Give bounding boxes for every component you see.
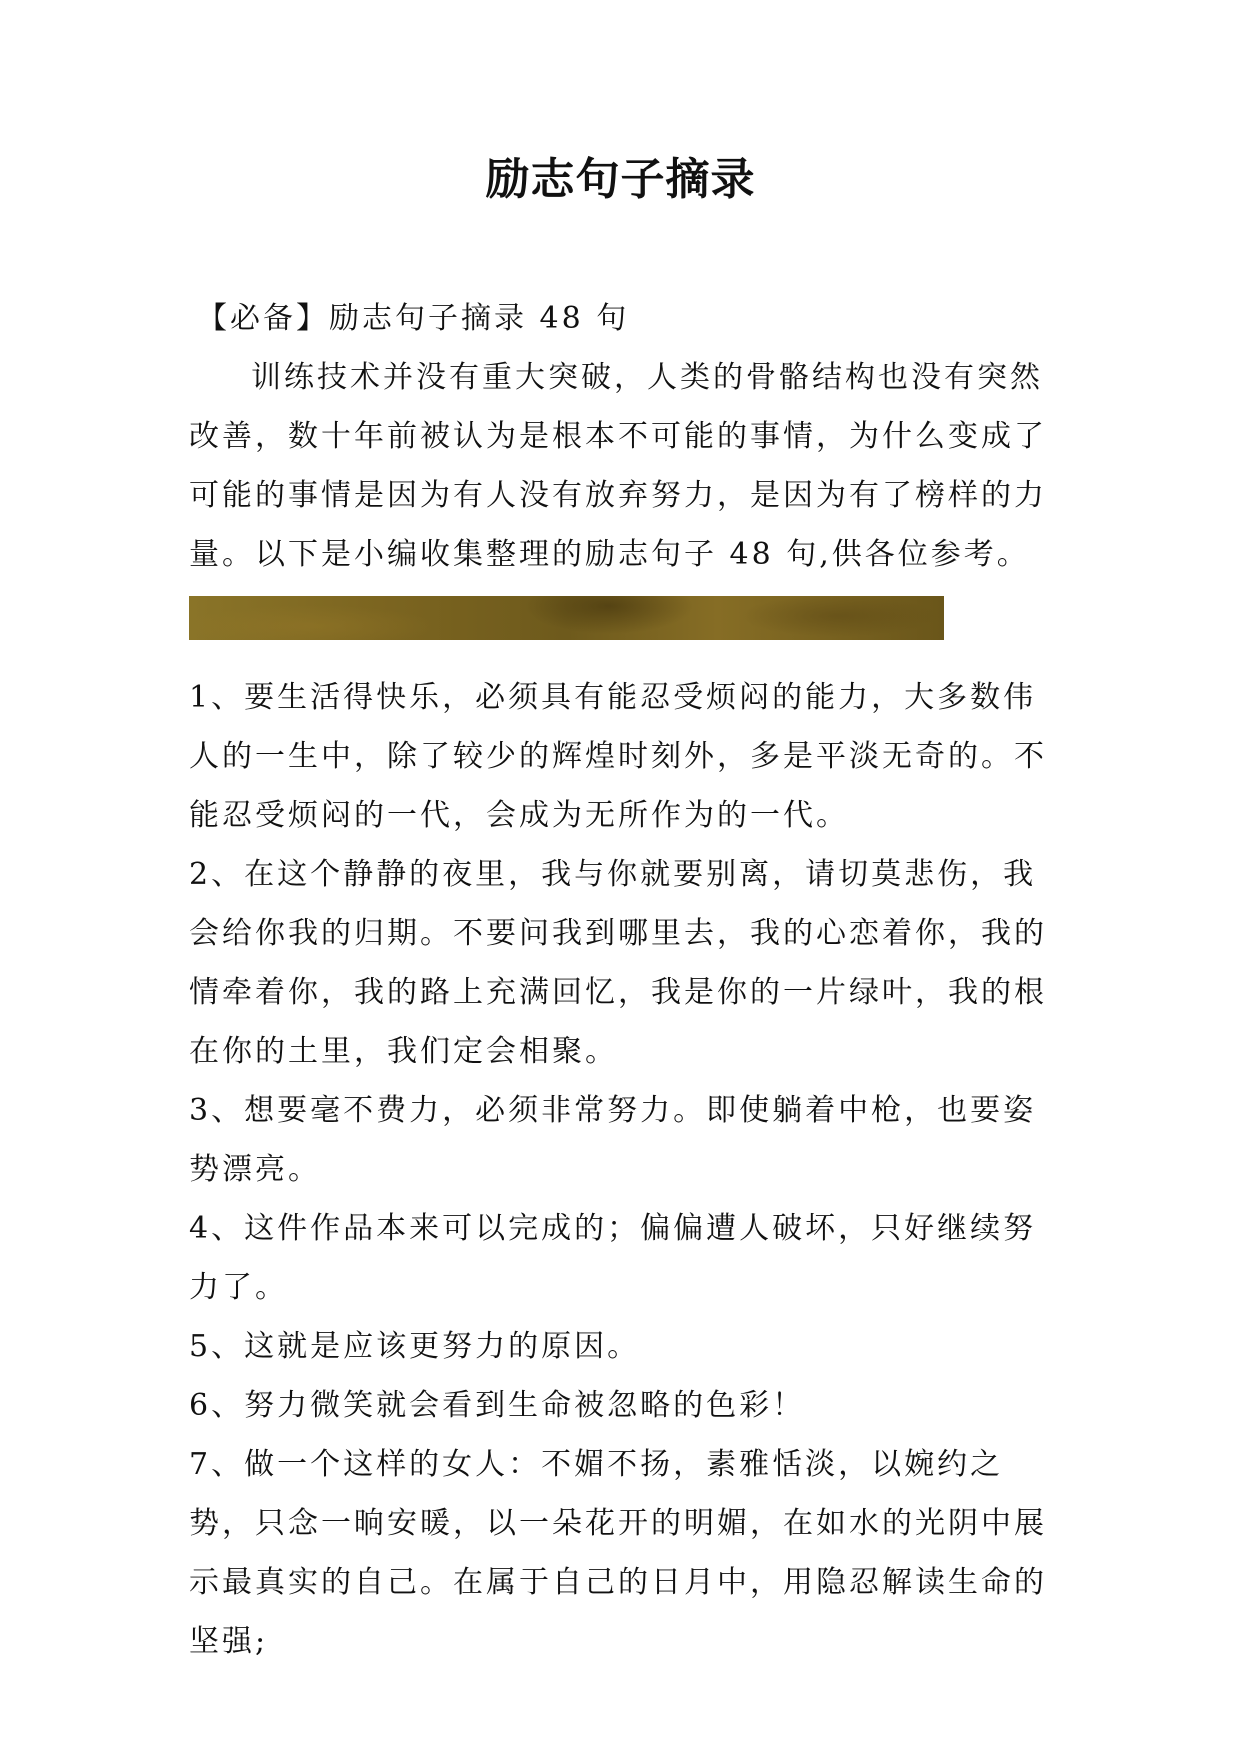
list-item: 5、这就是应该更努力的原因。 bbox=[189, 1329, 641, 1364]
list-item: 4、这件作品本来可以完成的；偏偏遭人破坏，只好继续努力了。 bbox=[189, 1211, 1037, 1305]
banner-image bbox=[189, 596, 944, 640]
document-subtitle: 【必备】励志句子摘录 48 句 bbox=[197, 301, 630, 336]
list-item: 2、在这个静静的夜里，我与你就要别离，请切莫悲伤，我会给你我的归期。不要问我到哪里去，我的心恋着你，我的情牵着你，我的路上充满回忆，我是你的一片绿叶，我的根在你的土里，我们定会相聚。 bbox=[189, 857, 1047, 1069]
document-title: 励志句子摘录 bbox=[485, 154, 756, 205]
list-item: 1、要生活得快乐，必须具有能忍受烦闷的能力，大多数伟人的一生中，除了较少的辉煌时刻外，多是平淡无奇的。不能忍受烦闷的一代，会成为无所作为的一代。 bbox=[189, 680, 1047, 833]
list-item: 7、做一个这样的女人：不媚不扬，素雅恬淡，以婉约之势，只念一晌安暖，以一朵花开的明媚，在如水的光阴中展示最真实的自己。在属于自己的日月中，用隐忍解读生命的坚强; bbox=[189, 1447, 1047, 1659]
list-item: 6、努力微笑就会看到生命被忽略的色彩！ bbox=[189, 1388, 806, 1423]
list-item: 3、想要毫不费力，必须非常努力。即使躺着中枪，也要姿势漂亮。 bbox=[189, 1093, 1037, 1187]
intro-paragraph: 训练技术并没有重大突破，人类的骨骼结构也没有突然改善，数十年前被认为是根本不可能的事情，为什么变成了可能的事情是因为有人没有放弃努力，是因为有了榜样的力量。以下是小编收集整理的励志句子 48 句,供各位参考。 bbox=[189, 360, 1047, 572]
document-body bbox=[189, 290, 1059, 1671]
